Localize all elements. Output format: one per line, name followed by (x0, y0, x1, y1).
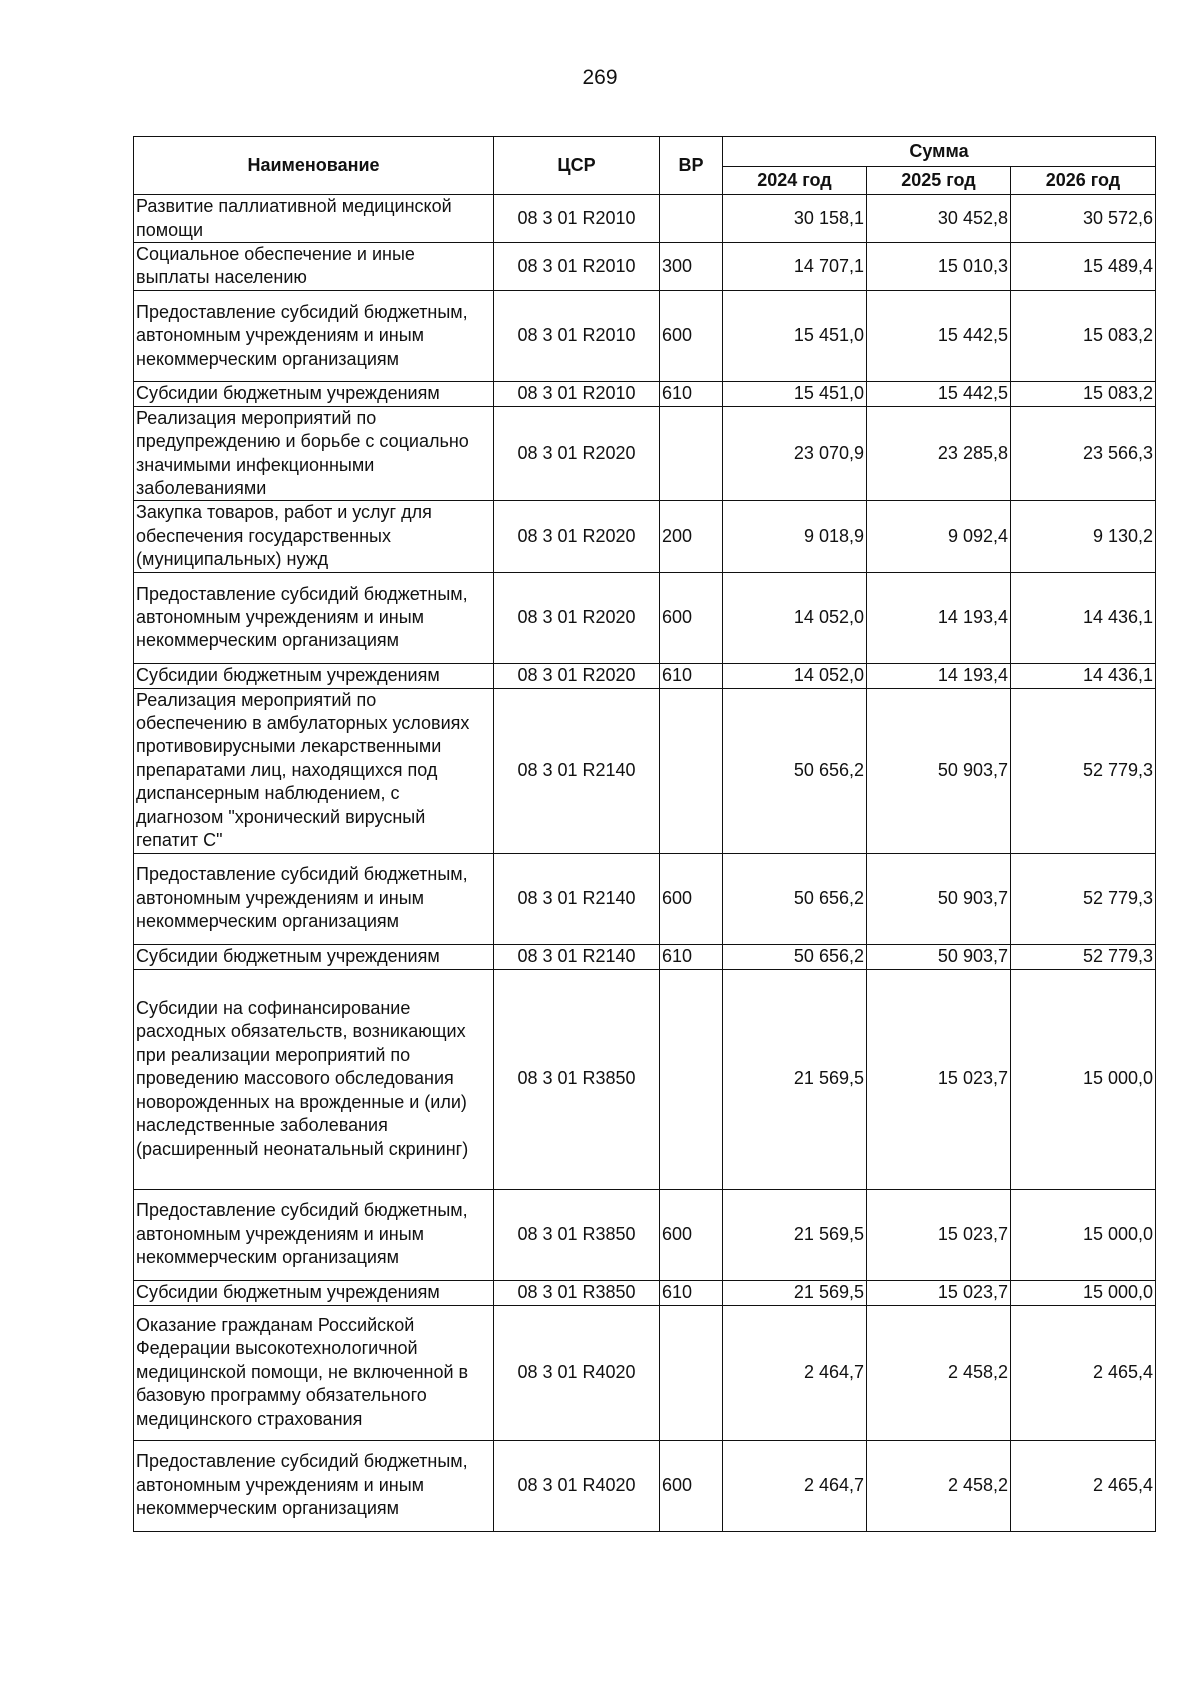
table-row (134, 572, 1156, 663)
header-csr: ЦСР (494, 137, 660, 195)
table-row (134, 406, 1156, 501)
cell-amount-2026: 2 465,4 (1011, 1305, 1156, 1440)
cell-amount-2025: 15 023,7 (867, 969, 1011, 1189)
cell-amount-2024: 15 451,0 (723, 290, 867, 381)
cell-amount-2025: 2 458,2 (867, 1305, 1011, 1440)
cell-csr: 08 3 01 R3850 (494, 1280, 660, 1305)
table-header (134, 137, 1156, 195)
cell-amount-2026: 15 000,0 (1011, 1189, 1156, 1280)
cell-amount-2024: 2 464,7 (723, 1440, 867, 1531)
cell-name: Субсидии бюджетным учреждениям (134, 944, 494, 969)
cell-amount-2025: 14 193,4 (867, 663, 1011, 688)
cell-amount-2026: 2 465,4 (1011, 1440, 1156, 1531)
cell-amount-2025: 23 285,8 (867, 406, 1011, 501)
cell-name: Предоставление субсидий бюджетным, автономным учреждениям и иным некоммерческим организациям (134, 1189, 494, 1280)
cell-amount-2024: 23 070,9 (723, 406, 867, 501)
cell-amount-2026: 30 572,6 (1011, 195, 1156, 243)
cell-amount-2024: 50 656,2 (723, 688, 867, 853)
cell-amount-2026: 15 000,0 (1011, 969, 1156, 1189)
header-vr: ВР (660, 137, 723, 195)
cell-amount-2026: 52 779,3 (1011, 688, 1156, 853)
table-row (134, 290, 1156, 381)
cell-amount-2025: 2 458,2 (867, 1440, 1011, 1531)
cell-csr: 08 3 01 R4020 (494, 1440, 660, 1531)
cell-amount-2024: 14 707,1 (723, 243, 867, 291)
table-row (134, 688, 1156, 853)
table-row (134, 1305, 1156, 1440)
cell-name: Оказание гражданам Российской Федерации высокотехнологичной медицинской помощи, не включенной в базовую программу обязательного медицинского страхования (134, 1305, 494, 1440)
cell-vr: 600 (660, 1189, 723, 1280)
cell-amount-2025: 15 442,5 (867, 290, 1011, 381)
header-year-2026: 2026 год (1011, 167, 1156, 195)
cell-vr: 600 (660, 572, 723, 663)
cell-vr: 610 (660, 1280, 723, 1305)
cell-name: Предоставление субсидий бюджетным, автономным учреждениям и иным некоммерческим организациям (134, 290, 494, 381)
cell-name: Предоставление субсидий бюджетным, автономным учреждениям и иным некоммерческим организациям (134, 572, 494, 663)
cell-amount-2024: 9 018,9 (723, 501, 867, 572)
cell-amount-2024: 21 569,5 (723, 1189, 867, 1280)
table-row (134, 663, 1156, 688)
cell-amount-2024: 2 464,7 (723, 1305, 867, 1440)
header-sum: Сумма (723, 137, 1156, 167)
cell-amount-2026: 15 489,4 (1011, 243, 1156, 291)
table-row (134, 944, 1156, 969)
header-year-2025: 2025 год (867, 167, 1011, 195)
cell-amount-2025: 50 903,7 (867, 688, 1011, 853)
cell-csr: 08 3 01 R4020 (494, 1305, 660, 1440)
cell-amount-2024: 50 656,2 (723, 944, 867, 969)
cell-vr (660, 406, 723, 501)
cell-csr: 08 3 01 R2010 (494, 243, 660, 291)
cell-amount-2026: 15 083,2 (1011, 290, 1156, 381)
cell-vr: 200 (660, 501, 723, 572)
cell-amount-2024: 30 158,1 (723, 195, 867, 243)
table-row (134, 853, 1156, 944)
cell-amount-2026: 14 436,1 (1011, 663, 1156, 688)
cell-amount-2024: 21 569,5 (723, 1280, 867, 1305)
cell-amount-2025: 30 452,8 (867, 195, 1011, 243)
cell-name: Социальное обеспечение и иные выплаты населению (134, 243, 494, 291)
cell-name: Субсидии бюджетным учреждениям (134, 381, 494, 406)
cell-csr: 08 3 01 R2020 (494, 572, 660, 663)
cell-amount-2025: 14 193,4 (867, 572, 1011, 663)
cell-vr (660, 195, 723, 243)
cell-name: Предоставление субсидий бюджетным, автономным учреждениям и иным некоммерческим организациям (134, 1440, 494, 1531)
cell-vr: 600 (660, 853, 723, 944)
cell-name: Закупка товаров, работ и услуг для обеспечения государственных (муниципальных) нужд (134, 501, 494, 572)
cell-vr (660, 1305, 723, 1440)
header-name: Наименование (134, 137, 494, 195)
cell-amount-2025: 15 442,5 (867, 381, 1011, 406)
cell-csr: 08 3 01 R2020 (494, 663, 660, 688)
table-body (134, 195, 1156, 1532)
cell-amount-2026: 9 130,2 (1011, 501, 1156, 572)
cell-amount-2025: 50 903,7 (867, 944, 1011, 969)
cell-amount-2026: 15 083,2 (1011, 381, 1156, 406)
header-year-2024: 2024 год (723, 167, 867, 195)
cell-vr: 300 (660, 243, 723, 291)
cell-vr (660, 688, 723, 853)
cell-amount-2025: 9 092,4 (867, 501, 1011, 572)
cell-csr: 08 3 01 R3850 (494, 969, 660, 1189)
cell-amount-2026: 23 566,3 (1011, 406, 1156, 501)
cell-amount-2025: 15 010,3 (867, 243, 1011, 291)
table-row (134, 195, 1156, 243)
cell-amount-2025: 15 023,7 (867, 1280, 1011, 1305)
cell-name: Субсидии бюджетным учреждениям (134, 1280, 494, 1305)
cell-name: Реализация мероприятий по обеспечению в амбулаторных условиях противовирусными лекарственными препаратами лиц, находящихся под диспансерным наблюдением, с диагнозом "хронический вирусный гепатит С" (134, 688, 494, 853)
cell-vr: 600 (660, 290, 723, 381)
cell-amount-2026: 15 000,0 (1011, 1280, 1156, 1305)
cell-name: Реализация мероприятий по предупреждению и борьбе с социально значимыми инфекционными заболеваниями (134, 406, 494, 501)
cell-amount-2024: 50 656,2 (723, 853, 867, 944)
cell-name: Субсидии бюджетным учреждениям (134, 663, 494, 688)
cell-name: Субсидии на софинансирование расходных обязательств, возникающих при реализации мероприятий по проведению массового обследования новорожденных на врожденные и (или) наследственные заболевания (расширенный неонатальный скрининг) (134, 969, 494, 1189)
table-row (134, 1189, 1156, 1280)
cell-csr: 08 3 01 R2010 (494, 195, 660, 243)
cell-amount-2026: 14 436,1 (1011, 572, 1156, 663)
page-number: 269 (582, 66, 618, 89)
cell-vr: 610 (660, 944, 723, 969)
cell-amount-2025: 50 903,7 (867, 853, 1011, 944)
table-row (134, 243, 1156, 291)
cell-csr: 08 3 01 R2140 (494, 944, 660, 969)
cell-amount-2025: 15 023,7 (867, 1189, 1011, 1280)
table-row (134, 381, 1156, 406)
cell-name: Предоставление субсидий бюджетным, автономным учреждениям и иным некоммерческим организациям (134, 853, 494, 944)
cell-vr: 610 (660, 381, 723, 406)
cell-vr: 600 (660, 1440, 723, 1531)
cell-csr: 08 3 01 R2010 (494, 290, 660, 381)
cell-amount-2026: 52 779,3 (1011, 853, 1156, 944)
cell-amount-2026: 52 779,3 (1011, 944, 1156, 969)
cell-csr: 08 3 01 R2020 (494, 406, 660, 501)
cell-vr (660, 969, 723, 1189)
cell-csr: 08 3 01 R2020 (494, 501, 660, 572)
table-row (134, 1280, 1156, 1305)
cell-amount-2024: 15 451,0 (723, 381, 867, 406)
cell-csr: 08 3 01 R2140 (494, 853, 660, 944)
cell-vr: 610 (660, 663, 723, 688)
cell-amount-2024: 14 052,0 (723, 572, 867, 663)
table-row (134, 1440, 1156, 1531)
cell-amount-2024: 21 569,5 (723, 969, 867, 1189)
cell-csr: 08 3 01 R2140 (494, 688, 660, 853)
cell-name: Развитие паллиативной медицинской помощи (134, 195, 494, 243)
cell-amount-2024: 14 052,0 (723, 663, 867, 688)
cell-csr: 08 3 01 R3850 (494, 1189, 660, 1280)
table-row (134, 501, 1156, 572)
table-row (134, 969, 1156, 1189)
cell-csr: 08 3 01 R2010 (494, 381, 660, 406)
budget-table (133, 136, 1156, 1532)
